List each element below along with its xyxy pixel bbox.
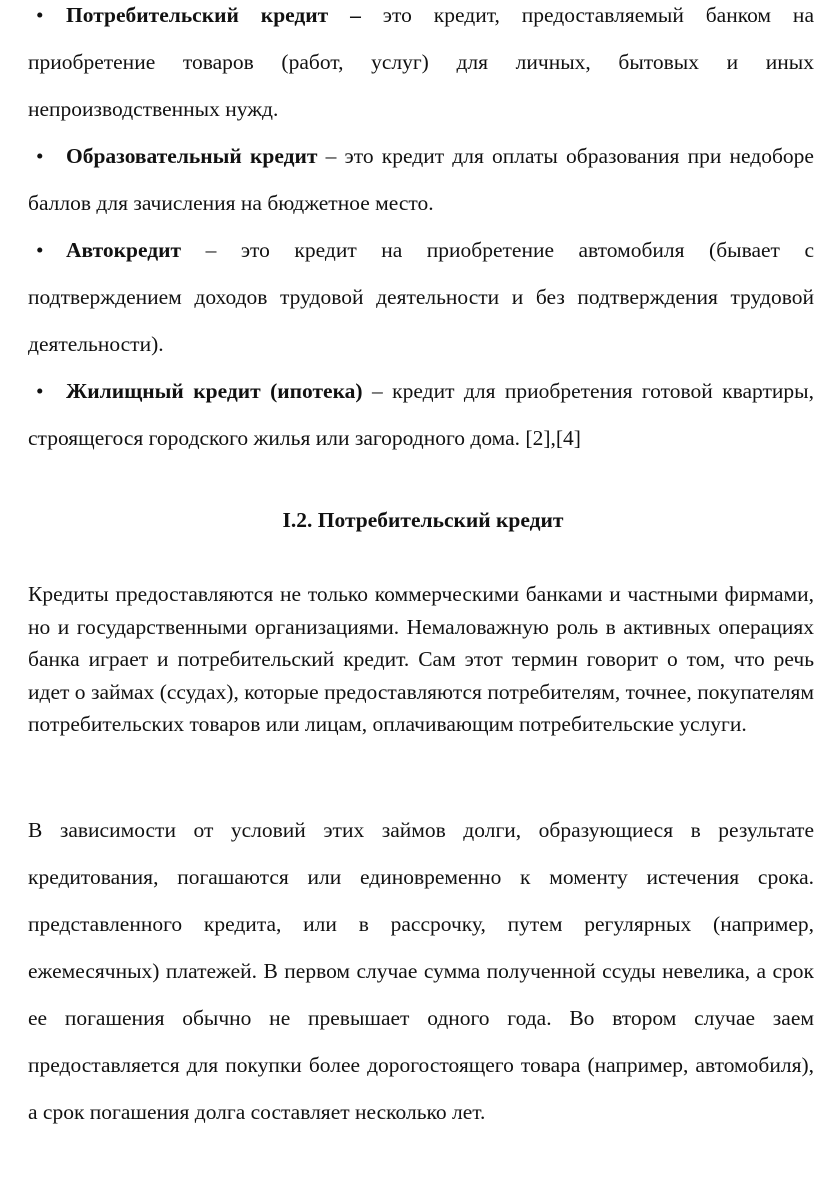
section-heading-text: I.2. Потребительский кредит bbox=[282, 508, 564, 532]
bullet-icon: • bbox=[36, 379, 44, 403]
bullet-icon: • bbox=[36, 3, 44, 27]
list-item bbox=[28, 133, 814, 227]
term-consumer-credit: Потребительский кредит – bbox=[66, 3, 361, 27]
bullet-icon: • bbox=[36, 238, 44, 262]
paragraph-consumer-credit-intro: Кредиты предоставляются не только коммерческими банками и частными фирмами, но и государственными организациями. Немаловажную роль в активных операциях банка играет и потребительский кредит. Сам этот термин говорит о том, что речь идет о займах (ссудах), которые предоставляются потребителям, точнее, покупателям потребительских товаров или лицам, оплачивающим потребительские услуги. bbox=[28, 582, 814, 736]
bullet-icon: • bbox=[36, 144, 44, 168]
list-item bbox=[28, 227, 814, 368]
definition-text: – это кредит на приобретение автомобиля (бывает с подтверждением доходов трудовой деятельности и без подтверждения трудовой деятельности). bbox=[28, 238, 814, 356]
definition-text: – это кредит для оплаты образования при недоборе баллов для зачисления на бюджетное место. bbox=[28, 144, 814, 215]
credit-types-list bbox=[28, 0, 814, 462]
term-housing-credit: Жилищный кредит (ипотека) bbox=[66, 379, 363, 403]
list-item bbox=[28, 368, 814, 462]
section-heading bbox=[0, 508, 816, 533]
definition-text: – кредит для приобретения готовой квартиры, строящегося городского жилья или загородного дома. [2],[4] bbox=[28, 379, 814, 450]
term-education-credit: Образовательный кредит bbox=[66, 144, 318, 168]
term-auto-credit: Автокредит bbox=[66, 238, 182, 262]
list-item bbox=[28, 0, 814, 133]
definition-text: это кредит, предоставляемый банком на приобретение товаров (работ, услуг) для личных, бытовых и иных непроизводственных нужд. bbox=[28, 3, 814, 121]
paragraph-repayment-terms: В зависимости от условий этих займов долги, образующиеся в результате кредитования, погашаются или единовременно к моменту истечения срока. представленного кредита, или в рассрочку, путем регулярных (например, ежемесячных) платежей. В первом случае сумма полученной ссуды невелика, а срок ее погашения обычно не превышает одного года. Во втором случае заем предоставляется для покупки более дорогостоящего товара (например, автомобиля), а срок погашения долга составляет несколько лет. bbox=[28, 818, 814, 1124]
